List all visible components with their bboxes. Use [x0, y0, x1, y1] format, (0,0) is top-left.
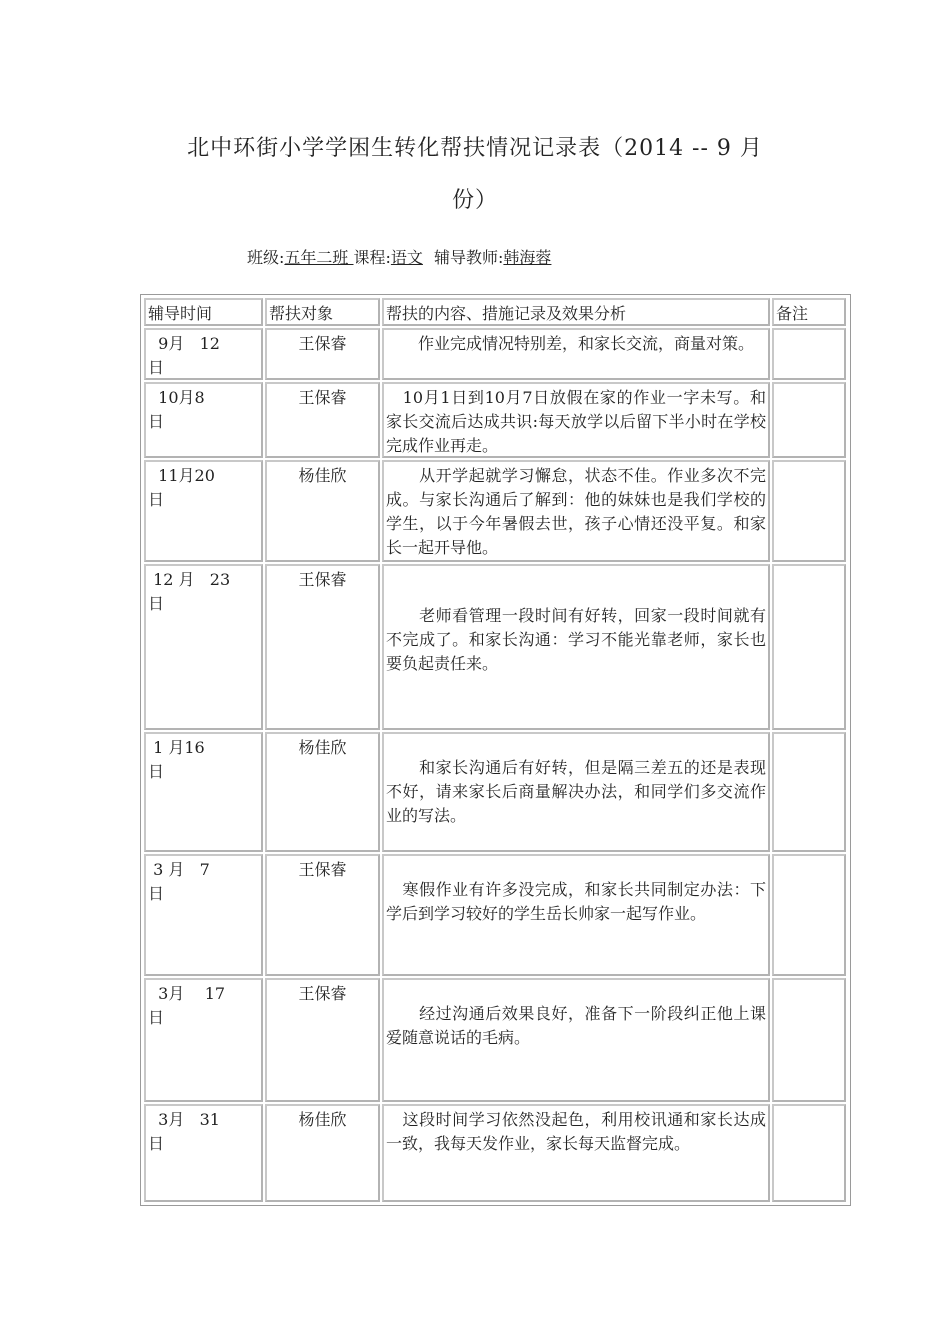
table-row-student: 王保睿: [265, 564, 380, 730]
table-row-date: 10月8 日: [144, 382, 263, 458]
page-title-line2: 份）: [451, 188, 498, 213]
table-row-note: [772, 978, 846, 1102]
table-row-date: 3 月 7 日: [144, 854, 263, 976]
page-title-line1: 北中环街小学学困生转化帮扶情况记录表（2014 -- 9 月: [187, 136, 763, 161]
header-content: 帮扶的内容、措施记录及效果分析: [382, 298, 770, 326]
table-row-student: 杨佳欣: [265, 732, 380, 852]
table-row-note: [772, 460, 846, 562]
table-row-date: 9月 12 日: [144, 328, 263, 380]
table-row-content: 经过沟通后效果良好，准备下一阶段纠正他上课爱随意说话的毛病。: [382, 978, 770, 1102]
table-row-content: 老师看管理一段时间有好转，回家一段时间就有不完成了。和家长沟通：学习不能光靠老师，家长也要负起责任来。: [382, 564, 770, 730]
table-row-student: 王保睿: [265, 978, 380, 1102]
table-row-student: 杨佳欣: [265, 460, 380, 562]
table-row-note: [772, 732, 846, 852]
course-label: 课程:: [353, 248, 391, 267]
course-value: 语文: [390, 248, 423, 267]
class-label: 班级:: [247, 248, 285, 267]
table-row-content: 和家长沟通后有好转，但是隔三差五的还是表现不好，请来家长后商量解决办法，和同学们多交流作业的写法。: [382, 732, 770, 852]
record-table: [140, 294, 851, 1206]
table-row-student: 王保睿: [265, 854, 380, 976]
header-date: 辅导时间: [144, 298, 263, 326]
table-row-note: [772, 382, 846, 458]
teacher-label: 辅导教师:: [434, 248, 504, 267]
table-row-content: 从开学起就学习懈怠，状态不佳。作业多次不完成。与家长沟通后了解到：他的妹妹也是我们学校的学生，以于今年暑假去世，孩子心情还没平复。和家长一起开导他。: [382, 460, 770, 562]
table-row-content: 这段时间学习依然没起色，利用校讯通和家长达成一致，我每天发作业，家长每天监督完成。: [382, 1104, 770, 1202]
table-row-date: 1 月16 日: [144, 732, 263, 852]
table-row-date: 12 月 23 日: [144, 564, 263, 730]
teacher-value: 韩海蓉: [503, 248, 552, 267]
table-row-date: 3月 31 日: [144, 1104, 263, 1202]
table-row-content: 寒假作业有许多没完成，和家长共同制定办法：下学后到学习较好的学生岳长帅家一起写作业。: [382, 854, 770, 976]
header-student: 帮扶对象: [265, 298, 380, 326]
class-info: [247, 246, 551, 270]
table-row-note: [772, 854, 846, 976]
table-row-date: 3月 17 日: [144, 978, 263, 1102]
table-row-content: 10月1日到10月7日放假在家的作业一字未写。和家长交流后达成共识:每天放学以后留下半小时在学校完成作业再走。: [382, 382, 770, 458]
table-row-student: 王保睿: [265, 328, 380, 380]
header-note: 备注: [772, 298, 846, 326]
table-row-student: 杨佳欣: [265, 1104, 380, 1202]
table-row-note: [772, 1104, 846, 1202]
table-row-student: 王保睿: [265, 382, 380, 458]
table-row-note: [772, 564, 846, 730]
table-row-date: 11月20 日: [144, 460, 263, 562]
table-row-content: 作业完成情况特别差，和家长交流，商量对策。: [382, 328, 770, 380]
table-row-note: [772, 328, 846, 380]
class-value: 五年二班: [284, 248, 354, 267]
